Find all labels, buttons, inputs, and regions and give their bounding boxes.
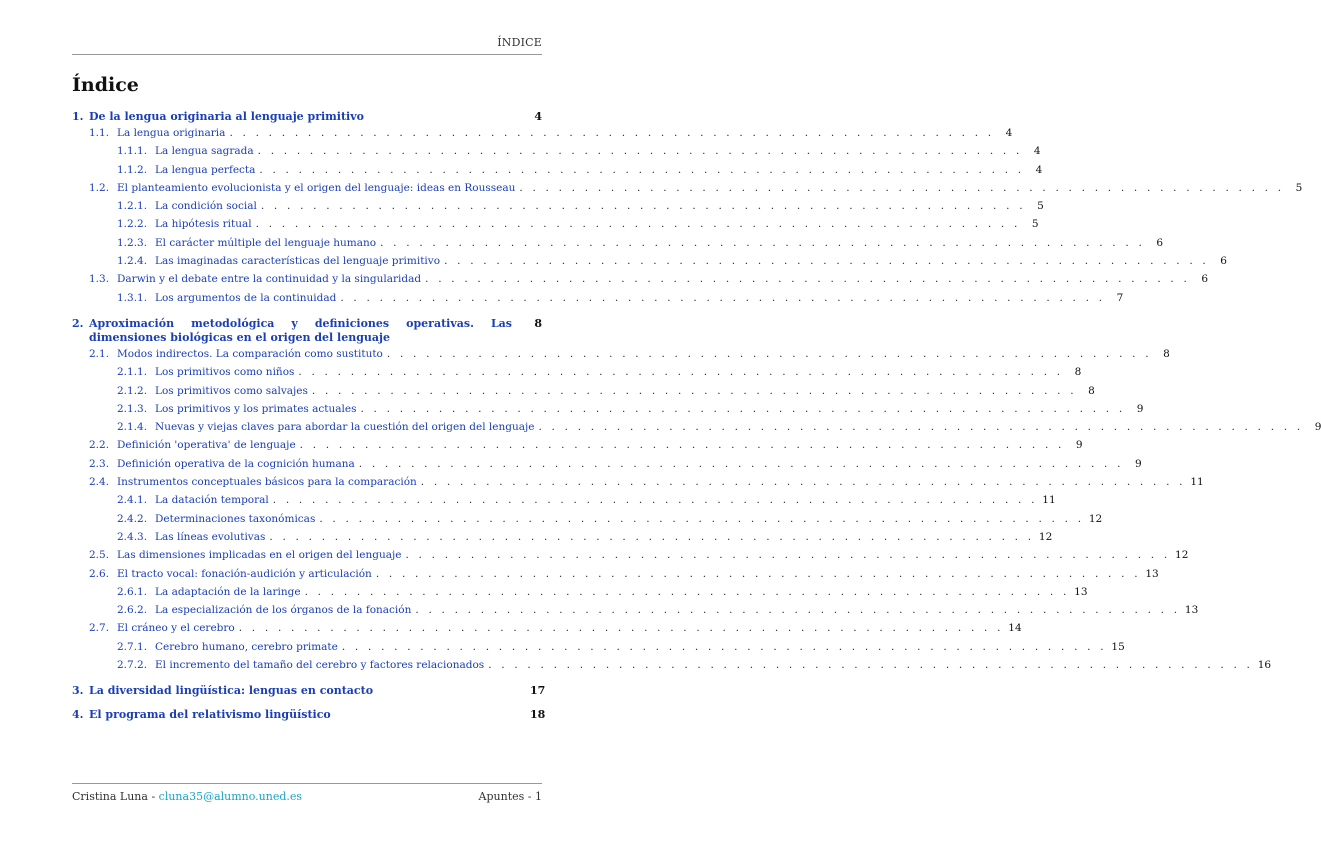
toc-entry-number: 2.1.3. [117, 402, 148, 415]
toc-entry-title: Determinaciones taxonómicas [155, 512, 316, 525]
toc-entry-number: 1.2.2. [117, 218, 148, 231]
toc-section-title: Aproximación metodológica y definiciones operativas. Las dimensiones biológicas en el origen del lenguaje [89, 316, 512, 344]
toc-section-number: 2. [72, 316, 84, 330]
toc-entry-title: Instrumentos conceptuales básicos para la comparación [117, 476, 417, 489]
toc-subsection[interactable] [72, 565, 1159, 583]
toc-section-number: 3. [72, 684, 84, 698]
toc-leader-dots: . . . . . . . . . . . . . . . . . . . . . . . . . . . . . . . . . . . . . . . . . . . . . . . . . . . . . . . . . . . [444, 255, 1209, 268]
toc-entry-page: 9 [1314, 421, 1321, 434]
toc-entry-number: 2.1.4. [117, 421, 148, 434]
toc-entry-page: 11 [1190, 476, 1204, 489]
toc-leader-dots: . . . . . . . . . . . . . . . . . . . . . . . . . . . . . . . . . . . . . . . . . . . . . . . . . . . . . . . . . . . [415, 604, 1181, 617]
toc-entry-page: 4 [1005, 127, 1013, 139]
toc-entry-title: El incremento del tamaño del cerebro y factores relacionados [155, 659, 485, 672]
toc-entry-number: 2.4.2. [117, 512, 148, 525]
toc-entry-page: 5 [1037, 200, 1044, 213]
toc-entry-page: 11 [1042, 494, 1056, 507]
toc-subsection[interactable] [72, 179, 1303, 197]
toc-leader-dots: . . . . . . . . . . . . . . . . . . . . . . . . . . . . . . . . . . . . . . . . . . . . . . . . . . . . . . . . . . . [538, 421, 1304, 434]
toc-section-title: La diversidad lingüística: lenguas en contacto [89, 684, 374, 698]
toc-entry-number: 2.7.2. [117, 659, 148, 672]
toc-section-number: 4. [72, 708, 84, 722]
toc-subsubsection[interactable] [72, 363, 1082, 381]
toc-leader-dots: . . . . . . . . . . . . . . . . . . . . . . . . . . . . . . . . . . . . . . . . . . . . . . . . . . . . . . . . . . . [272, 494, 1038, 507]
toc-entry-page: 12 [1088, 512, 1103, 525]
toc-subsubsection[interactable] [72, 418, 1321, 436]
toc-subsection[interactable] [72, 270, 1209, 288]
toc-entry-page: 8 [1088, 384, 1095, 397]
toc-entry-number: 1.1.1. [117, 145, 148, 158]
toc-entry-title: Darwin y el debate entre la continuidad y la singularidad [117, 273, 422, 286]
toc-entry-title: Definición 'operativa' de lenguaje [117, 439, 296, 452]
toc-leader-dots: . . . . . . . . . . . . . . . . . . . . . . . . . . . . . . . . . . . . . . . . . . . . . . . . . . . . . . . . . . . [341, 640, 1107, 653]
toc-leader-dots: . . . . . . . . . . . . . . . . . . . . . . . . . . . . . . . . . . . . . . . . . . . . . . . . . . . . . . . . . . . [375, 567, 1141, 580]
toc-leader-dots: . . . . . . . . . . . . . . . . . . . . . . . . . . . . . . . . . . . . . . . . . . . . . . . . . . . . . . . . . . . [260, 200, 1026, 213]
toc-section-page: 4 [534, 110, 542, 123]
toc-entry-title: La datación temporal [155, 494, 269, 507]
toc-entry-title: Los primitivos y los primates actuales [155, 402, 357, 415]
toc-entry-title: Los primitivos como salvajes [155, 384, 308, 397]
footer-author-name: Cristina Luna - [72, 790, 159, 803]
toc-section-2[interactable] [72, 317, 542, 345]
toc-subsubsection[interactable] [72, 215, 1039, 233]
toc-subsection[interactable] [72, 546, 1189, 564]
toc-section-title: De la lengua originaria al lenguaje primitivo [89, 110, 364, 123]
toc-leader-dots: . . . . . . . . . . . . . . . . . . . . . . . . . . . . . . . . . . . . . . . . . . . . . . . . . . . . . . . . . . . [386, 347, 1152, 360]
toc-subsubsection[interactable] [72, 382, 1095, 400]
toc-entry-number: 2.1. [89, 347, 110, 360]
toc-subsection[interactable] [72, 619, 1022, 637]
toc-leader-dots: . . . . . . . . . . . . . . . . . . . . . . . . . . . . . . . . . . . . . . . . . . . . . . . . . . . . . . . . . . . [257, 145, 1023, 158]
toc-section-page: 8 [534, 316, 542, 330]
toc-subsection[interactable] [72, 473, 1204, 491]
toc-section-number: 1. [72, 110, 84, 123]
toc-subsubsection[interactable] [72, 583, 1088, 601]
toc-entry-page: 4 [1035, 163, 1043, 176]
toc-entry-page: 13 [1184, 604, 1199, 617]
toc-leader-dots: . . . . . . . . . . . . . . . . . . . . . . . . . . . . . . . . . . . . . . . . . . . . . . . . . . . . . . . . . . . [360, 402, 1126, 415]
toc-entry-number: 1.2.1. [117, 200, 148, 213]
toc-section-title: El programa del relativismo lingüístico [89, 708, 331, 722]
toc-entry-page: 12 [1175, 549, 1189, 562]
toc-entry-page: 9 [1136, 402, 1144, 415]
toc-entry-title: Definición operativa de la cognición humana [117, 457, 355, 470]
toc-entry-page: 5 [1031, 218, 1039, 231]
toc-entry-title: Las imaginadas características del lenguaje primitivo [155, 255, 441, 268]
toc-entry-number: 2.7.1. [117, 640, 148, 653]
table-of-contents [72, 106, 1321, 722]
toc-leader-dots: . . . . . . . . . . . . . . . . . . . . . . . . . . . . . . . . . . . . . . . . . . . . . . . . . . . . . . . . . . . [319, 512, 1085, 525]
toc-section-4[interactable] [72, 708, 546, 722]
toc-entry-number: 2.1.2. [117, 384, 148, 397]
toc-leader-dots: . . . . . . . . . . . . . . . . . . . . . . . . . . . . . . . . . . . . . . . . . . . . . . . . . . . . . . . . . . . [299, 439, 1065, 452]
toc-subsubsection[interactable] [72, 197, 1044, 215]
toc-entry-title: La especialización de los órganos de la fonación [155, 604, 412, 617]
toc-subsubsection[interactable] [72, 234, 1163, 252]
toc-entry-number: 2.6. [89, 567, 110, 580]
toc-subsubsection[interactable] [72, 638, 1125, 656]
toc-entry-title: La adaptación de la laringe [155, 585, 301, 598]
toc-subsection[interactable] [72, 124, 1013, 142]
toc-entry-page: 7 [1116, 291, 1124, 304]
toc-entry-page: 9 [1134, 457, 1142, 470]
toc-leader-dots: . . . . . . . . . . . . . . . . . . . . . . . . . . . . . . . . . . . . . . . . . . . . . . . . . . . . . . . . . . . [259, 163, 1025, 176]
toc-leader-dots: . . . . . . . . . . . . . . . . . . . . . . . . . . . . . . . . . . . . . . . . . . . . . . . . . . . . . . . . . . . [380, 236, 1145, 249]
toc-subsubsection[interactable] [72, 601, 1199, 619]
toc-leader-dots: . . . . . . . . . . . . . . . . . . . . . . . . . . . . . . . . . . . . . . . . . . . . . . . . . . . . . . . . . . . [311, 384, 1077, 397]
toc-entry-title: Cerebro humano, cerebro primate [155, 640, 338, 653]
toc-entry-page: 6 [1156, 236, 1163, 249]
toc-section-3[interactable] [72, 684, 546, 698]
toc-leader-dots: . . . . . . . . . . . . . . . . . . . . . . . . . . . . . . . . . . . . . . . . . . . . . . . . . . . . . . . . . . . [238, 622, 1004, 635]
toc-entry-title: La condición social [155, 200, 257, 213]
toc-leader-dots: . . . . . . . . . . . . . . . . . . . . . . . . . . . . . . . . . . . . . . . . . . . . . . . . . . . . . . . . . . . [229, 127, 995, 139]
toc-entry-page: 9 [1075, 439, 1083, 452]
toc-entry-number: 2.1.1. [117, 366, 148, 379]
toc-entry-page: 6 [1220, 255, 1227, 268]
toc-leader-dots: . . . . . . . . . . . . . . . . . . . . . . . . . . . . . . . . . . . . . . . . . . . . . . . . . . . . . . . . . . . [340, 291, 1106, 304]
toc-subsubsection[interactable] [72, 142, 1041, 160]
footer-page-label: Apuntes - 1 [478, 790, 542, 803]
toc-subsection[interactable] [72, 436, 1083, 454]
toc-title: Índice [72, 74, 139, 96]
toc-entry-number: 2.6.2. [117, 604, 148, 617]
toc-subsubsection[interactable] [72, 491, 1056, 509]
toc-subsubsection[interactable] [72, 656, 1272, 674]
header-rule [72, 54, 542, 55]
toc-entry-title: La lengua sagrada [155, 145, 254, 158]
footer-author [72, 790, 302, 803]
toc-subsubsection[interactable] [72, 528, 1053, 546]
toc-leader-dots: . . . . . . . . . . . . . . . . . . . . . . . . . . . . . . . . . . . . . . . . . . . . . . . . . . . . . . . . . . . [405, 549, 1171, 562]
toc-entry-title: Los argumentos de la continuidad [155, 291, 337, 304]
toc-entry-number: 1.3. [89, 273, 110, 286]
toc-entry-title: Los primitivos como niños [155, 366, 295, 379]
toc-subsection[interactable] [72, 455, 1142, 473]
toc-leader-dots: . . . . . . . . . . . . . . . . . . . . . . . . . . . . . . . . . . . . . . . . . . . . . . . . . . . . . . . . . . . [304, 585, 1070, 598]
toc-leader-dots: . . . . . . . . . . . . . . . . . . . . . . . . . . . . . . . . . . . . . . . . . . . . . . . . . . . . . . . . . . . [298, 366, 1064, 379]
toc-entry-number: 1.2.3. [117, 236, 148, 249]
toc-entry-number: 1.1. [89, 127, 110, 139]
toc-entry-number: 2.7. [89, 622, 110, 635]
toc-leader-dots: . . . . . . . . . . . . . . . . . . . . . . . . . . . . . . . . . . . . . . . . . . . . . . . . . . . . . . . . . . . [420, 476, 1186, 489]
toc-entry-page: 8 [1163, 347, 1170, 360]
toc-subsubsection[interactable] [72, 252, 1227, 270]
toc-entry-page: 14 [1008, 622, 1022, 635]
toc-entry-page: 6 [1201, 273, 1209, 286]
toc-subsubsection[interactable] [72, 161, 1043, 179]
toc-entry-page: 16 [1257, 659, 1272, 672]
toc-leader-dots: . . . . . . . . . . . . . . . . . . . . . . . . . . . . . . . . . . . . . . . . . . . . . . . . . . . . . . . . . . . [255, 218, 1021, 231]
toc-entry-page: 4 [1033, 145, 1041, 158]
toc-entry-number: 1.1.2. [117, 163, 148, 176]
toc-entry-page: 15 [1111, 640, 1125, 653]
toc-section-1[interactable] [72, 110, 542, 124]
footer-rule [72, 783, 542, 784]
toc-entry-title: La lengua perfecta [155, 163, 256, 176]
toc-entry-number: 2.6.1. [117, 585, 148, 598]
toc-entry-number: 2.5. [89, 549, 110, 562]
footer-email-link[interactable]: cluna35@alumno.uned.es [158, 790, 303, 803]
toc-entry-page: 8 [1074, 366, 1082, 379]
toc-entry-number: 2.4.1. [117, 494, 148, 507]
toc-subsubsection[interactable] [72, 289, 1124, 307]
toc-leader-dots: . . . . . . . . . . . . . . . . . . . . . . . . . . . . . . . . . . . . . . . . . . . . . . . . . . . . . . . . . . . [519, 181, 1285, 194]
toc-subsubsection[interactable] [72, 510, 1103, 528]
toc-entry-title: La lengua originaria [117, 127, 226, 139]
toc-entry-number: 2.2. [89, 439, 110, 452]
toc-entry-number: 1.2. [89, 181, 110, 194]
toc-entry-number: 1.2.4. [117, 255, 148, 268]
toc-leader-dots: . . . . . . . . . . . . . . . . . . . . . . . . . . . . . . . . . . . . . . . . . . . . . . . . . . . . . . . . . . . [358, 457, 1124, 470]
toc-section-page: 17 [530, 684, 546, 698]
toc-entry-number: 2.4. [89, 476, 110, 489]
toc-entry-title: Las dimensiones implicadas en el origen del lenguaje [117, 549, 402, 562]
toc-leader-dots: . . . . . . . . . . . . . . . . . . . . . . . . . . . . . . . . . . . . . . . . . . . . . . . . . . . . . . . . . . . [269, 530, 1035, 543]
toc-entry-page: 12 [1038, 530, 1053, 543]
toc-section-page: 18 [530, 708, 546, 722]
toc-entry-title: El tracto vocal: fonación-audición y articulación [117, 567, 372, 580]
toc-entry-title: Las líneas evolutivas [155, 530, 266, 543]
toc-entry-title: El carácter múltiple del lenguaje humano [155, 236, 377, 249]
toc-entry-title: La hipótesis ritual [155, 218, 252, 231]
toc-leader-dots: . . . . . . . . . . . . . . . . . . . . . . . . . . . . . . . . . . . . . . . . . . . . . . . . . . . . . . . . . . . [425, 273, 1191, 286]
toc-entry-title: El cráneo y el cerebro [117, 622, 235, 635]
toc-entry-page: 13 [1145, 567, 1159, 580]
toc-entry-title: El planteamiento evolucionista y el origen del lenguaje: ideas en Rousseau [117, 181, 516, 194]
toc-entry-title: Nuevas y viejas claves para abordar la cuestión del origen del lenguaje [155, 421, 535, 434]
toc-entry-number: 2.3. [89, 457, 110, 470]
running-header: ÍNDICE [497, 36, 542, 49]
toc-entry-page: 5 [1295, 181, 1303, 194]
toc-subsection[interactable] [72, 345, 1170, 363]
toc-entry-number: 2.4.3. [117, 530, 148, 543]
toc-subsubsection[interactable] [72, 400, 1144, 418]
toc-entry-title: Modos indirectos. La comparación como sustituto [117, 347, 383, 360]
toc-entry-number: 1.3.1. [117, 291, 148, 304]
toc-entry-page: 13 [1074, 585, 1088, 598]
toc-leader-dots: . . . . . . . . . . . . . . . . . . . . . . . . . . . . . . . . . . . . . . . . . . . . . . . . . . . . . . . . . . . [488, 659, 1254, 672]
